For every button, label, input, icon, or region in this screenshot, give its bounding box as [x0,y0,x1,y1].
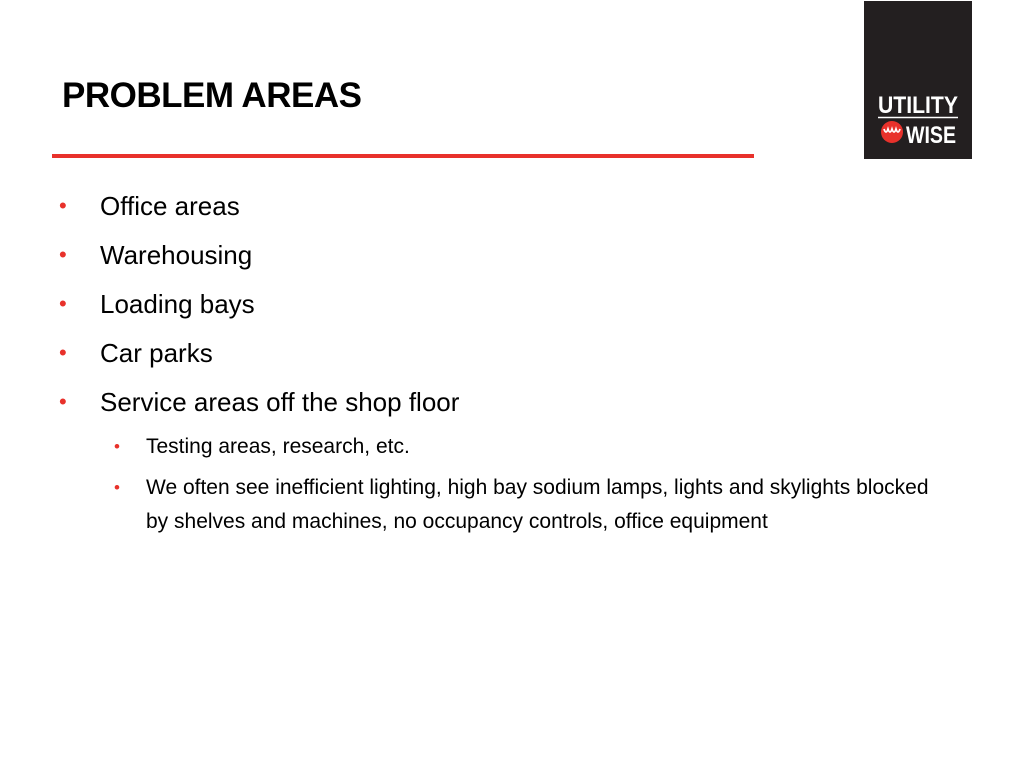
bullet-dot: • [59,242,67,267]
bullet-dot: • [59,291,67,316]
sub-bullet-dot: • [114,478,120,497]
sub-bullet-text: Testing areas, research, etc. [146,435,410,458]
bullet-text: Office areas [100,191,240,221]
bullet-office-areas [59,189,960,223]
logo-text-wise: WISE [906,122,956,149]
sub-bullet-dot: • [114,437,120,456]
sub-bullet-testing-areas [114,430,936,464]
slide-title: PROBLEM AREAS [62,76,362,115]
bullet-warehousing [59,238,960,272]
sub-bullet-text: We often see inefficient lighting, high bay sodium lamps, lights and skylights blocked by shelves and machines, no occupancy controls, office equipment [146,476,929,533]
sub-bullet-inefficient-lighting [114,471,936,539]
bullet-text: Service areas off the shop floor [100,387,460,417]
bullet-text: Warehousing [100,240,253,270]
bullet-text: Loading bays [100,289,255,319]
bullet-dot: • [59,389,67,414]
logo-text-utility: UTILITY [878,92,958,119]
bullet-car-parks [59,336,960,370]
bullet-text: Car parks [100,338,213,368]
bullet-service-areas [59,385,960,419]
bullet-loading-bays [59,287,960,321]
bullet-dot: • [59,340,67,365]
bullet-dot: • [59,193,67,218]
